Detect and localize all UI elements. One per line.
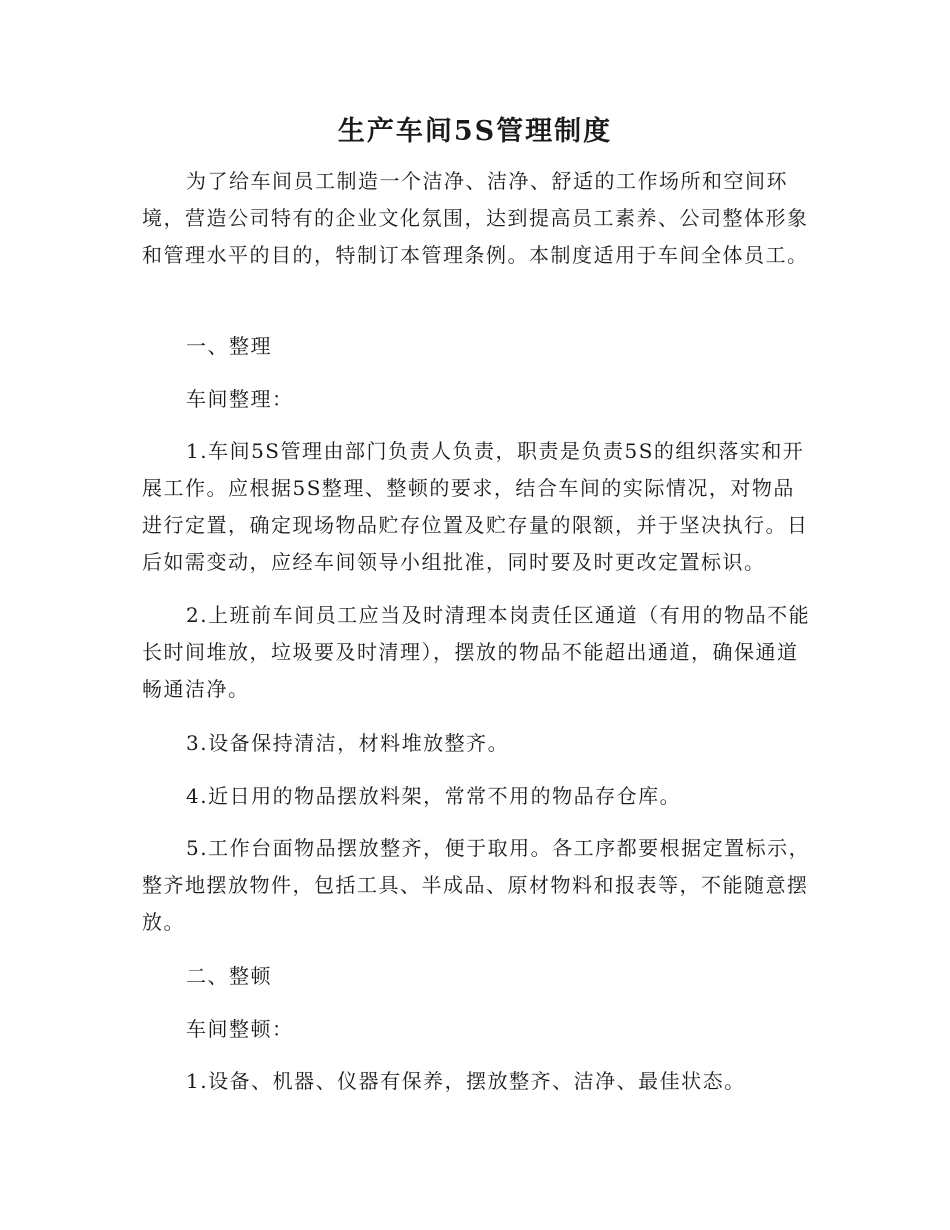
paragraph-item-1: 1.车间5S管理由部门负责人负责，职责是负责5S的组织落实和开展工作。应根据5S整理、整顿的要求，结合车间的实际情况，对物品进行定置，确定现场物品贮存位置及贮存量的限额，并于坚决执行。日后如需变动，应经车间领导小组批准，同时要及时更改定置标识。 (142, 439, 809, 574)
document-title: 生产车间5S管理制度 (337, 116, 613, 147)
subheading-workshop-order: 车间整顿： (186, 1017, 294, 1041)
paragraph-order-item-1: 1.设备、机器、仪器有保养，摆放整齐、洁净、最佳状态。 (186, 1069, 746, 1093)
paragraph-item-2: 2.上班前车间员工应当及时清理本岗责任区通道（有用的物品不能长时间堆放，垃圾要及时清理），摆放的物品不能超出通道，确保通道畅通洁净。 (142, 603, 811, 701)
paragraph-item-5: 5.工作台面物品摆放整齐，便于取用。各工序都要根据定置标示，整齐地摆放物件，包括工具、半成品、原材物料和报表等，不能随意摆放。 (142, 836, 811, 934)
paragraph-item-4: 4.近日用的物品摆放料架，常常不用的物品存仓库。 (186, 784, 682, 808)
intro-paragraph: 为了给车间员工制造一个洁净、洁净、舒适的工作场所和空间环境，营造公司特有的企业文化氛围，达到提高员工素养、公司整体形象和管理水平的目的，特制订本管理条例。本制度适用于车间全体员工。 (142, 169, 809, 267)
subheading-workshop-sort: 车间整理： (186, 387, 294, 411)
section-heading-2: 二、整顿 (186, 964, 272, 988)
section-heading-1: 一、整理 (186, 334, 272, 358)
paragraph-item-3: 3.设备保持清洁，材料堆放整齐。 (186, 731, 510, 755)
